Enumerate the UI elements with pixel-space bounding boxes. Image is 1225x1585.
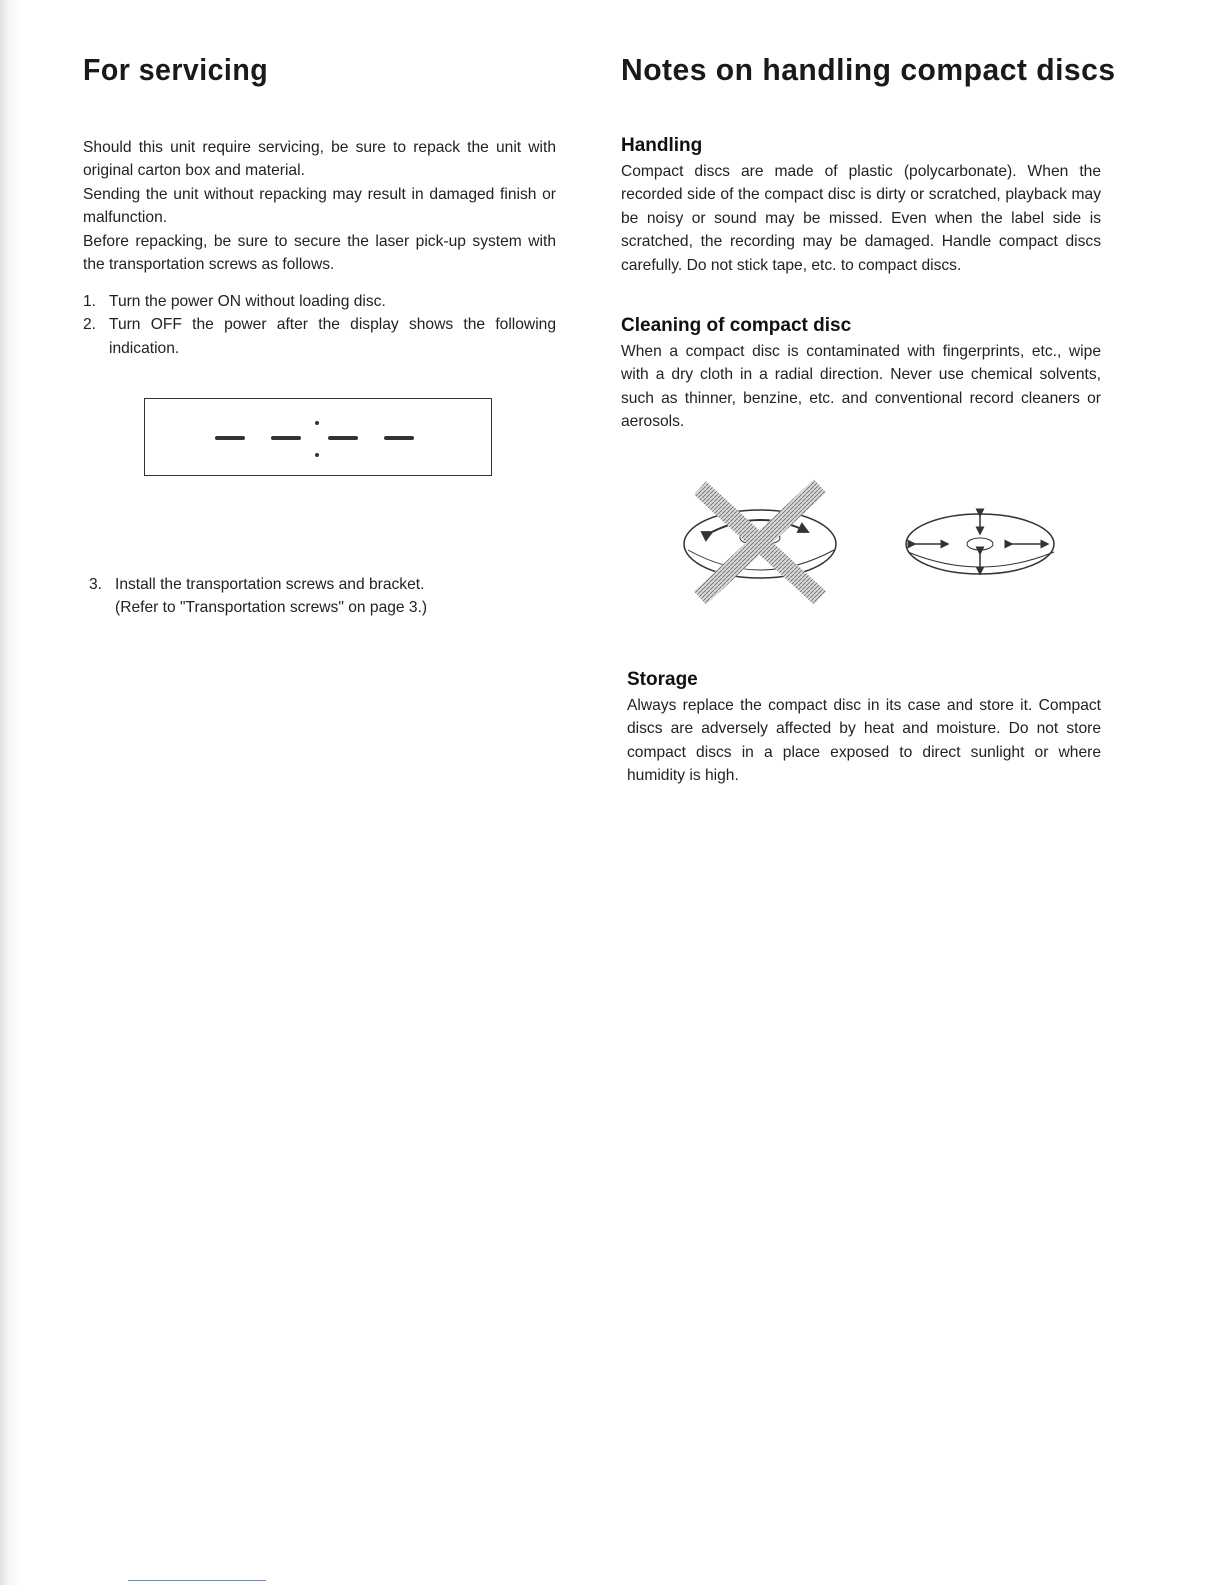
intro-paragraph: Sending the unit without repacking may result in damaged finish or malfunction. xyxy=(83,185,556,227)
scan-edge-shadow xyxy=(0,0,60,1585)
servicing-intro xyxy=(83,136,556,276)
step-text: Install the transportation screws and bracket. xyxy=(115,576,425,593)
display-dash xyxy=(271,436,301,440)
step-3 xyxy=(89,573,556,620)
step-item xyxy=(83,290,556,313)
display-dash xyxy=(384,436,414,440)
section-heading: Storage xyxy=(627,669,698,690)
step-number: 2. xyxy=(83,316,97,334)
colon-dot xyxy=(315,421,319,425)
step-text: Turn the power ON without loading disc. xyxy=(109,293,386,310)
servicing-title: For servicing xyxy=(83,52,269,87)
intro-paragraph: Before repacking, be sure to secure the laser pick-up system with the transportation screws as follows. xyxy=(83,232,556,274)
step-number: 3. xyxy=(89,576,103,593)
section-text: Always replace the compact disc in its case and store it. Compact discs are adversely affected by heat and moisture. Do not store compact discs in a place exposed to direct sunlight or where humidity is high. xyxy=(627,697,1101,785)
handling-section xyxy=(621,135,1101,277)
scan-artifact-line xyxy=(128,1580,266,1581)
wrong-circular-wipe-disc-icon xyxy=(684,486,836,598)
display-indication-figure xyxy=(144,398,492,476)
section-text: When a compact disc is contaminated with fingerprints, etc., wipe with a dry cloth in a radial direction. Never use chemical solvents, such as thinner, benzine, etc. and conventional record cleaners or aerosols. xyxy=(621,343,1101,431)
step-item xyxy=(83,313,556,360)
display-dash xyxy=(215,436,245,440)
section-heading: Handling xyxy=(621,135,703,156)
disc-notes-title: Notes on handling compact discs xyxy=(621,52,1116,87)
disc-cleaning-illustration xyxy=(670,478,1070,608)
correct-radial-wipe-disc-icon xyxy=(906,514,1054,574)
step-text: Turn OFF the power after the display shows the following indication. xyxy=(109,316,556,357)
intro-paragraph: Should this unit require servicing, be sure to repack the unit with original carton box and material. xyxy=(83,139,556,180)
cleaning-section xyxy=(621,315,1101,434)
colon-dot xyxy=(315,453,319,457)
step-item xyxy=(89,573,556,620)
section-heading: Cleaning of compact disc xyxy=(621,315,852,336)
storage-section xyxy=(627,669,1101,788)
section-text: Compact discs are made of plastic (polycarbonate). When the recorded side of the compact disc is dirty or scratched, playback may be noisy or sound may be missed. Even when the label side is scratched, the recording may be damaged. Handle compact discs carefully. Do not stick tape, etc. to compact discs. xyxy=(621,163,1101,274)
steps-1-2 xyxy=(83,290,556,360)
step-number: 1. xyxy=(83,293,97,310)
display-dash xyxy=(328,436,358,440)
step-note: (Refer to "Transportation screws" on page 3.) xyxy=(115,599,428,617)
